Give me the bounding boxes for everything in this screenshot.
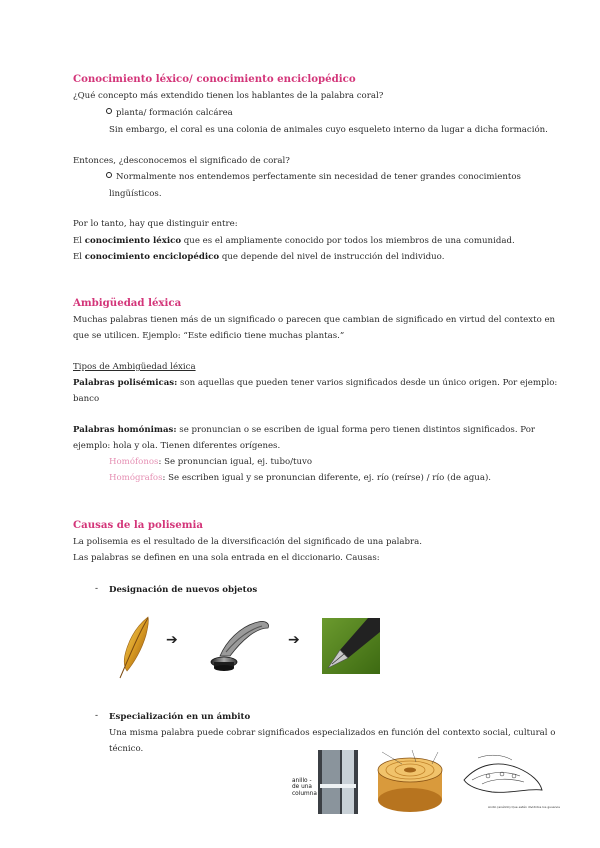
- types-title: Tipos de Ambigüedad léxica: [73, 362, 196, 372]
- question-significado: Entonces, ¿desconocemos el significado de coral?: [73, 156, 290, 166]
- term-homografos: Homógrafos: [109, 473, 163, 483]
- section-heading-ambiguedad: Ambigüedad léxica: [73, 297, 182, 309]
- homofonos-def: Homófonos: Se pronuncian igual, ej. tubo/tuvo: [109, 457, 313, 467]
- caption-anillo: anillo - de una columna: [292, 778, 317, 797]
- question-coral: ¿Qué concepto más extendido tienen los hablantes de la palabra coral?: [73, 91, 384, 101]
- term-lexico: conocimiento léxico: [84, 236, 182, 246]
- homografos-def: Homógrafos: Se escriben igual y se pronuncian diferente, ej. río (reírse) / río (de agua).: [109, 473, 492, 483]
- arrow-right-icon: ➔: [166, 632, 178, 648]
- homonimas-def: Palabras homónimas: se pronuncian o se escriben de igual forma pero tienen distintos significados. Por: [73, 425, 536, 435]
- term-homonimas: Palabras homónimas:: [73, 425, 177, 435]
- bullet-planta: planta/ formación calcárea: [106, 107, 233, 119]
- cause-designacion: Designación de nuevos objetos: [109, 585, 258, 595]
- section-heading-causas: Causas de la polisemia: [73, 519, 204, 531]
- bullet-normalmente-cont: lingüísticos.: [109, 189, 162, 199]
- bullet-circle-icon: [106, 108, 112, 114]
- figure-note: Anillo (anélido) Que están divididos los gusanos: [488, 805, 560, 809]
- especializacion-text-1: Una misma palabra puede cobrar significados especializados en función del contexto social, cultural o: [109, 728, 556, 738]
- list-dash: -: [95, 584, 99, 594]
- fountain-pen-nib-icon: [322, 618, 380, 674]
- bullet-normalmente: Normalmente nos entendemos perfectamente sin necesidad de tener grandes conocimientos: [106, 171, 521, 183]
- ambiguedad-intro-1: Muchas palabras tienen más de un significado o parecen que cambian de significado en virtud del contexto en: [73, 315, 556, 325]
- quill-feather-icon: [108, 615, 156, 681]
- polisemicas-example: banco: [73, 394, 100, 404]
- bullet-circle-icon: [106, 172, 112, 178]
- causas-intro-2: Las palabras se definen en una sola entrada en el diccionario. Causas:: [73, 553, 380, 563]
- polisemicas-def: Palabras polisémicas: son aquellas que pueden tener varios significados desde un único origen. Por ejemplo:: [73, 378, 558, 388]
- term-enciclopedico: conocimiento enciclopédico: [84, 252, 220, 262]
- distinguish-text: Por lo tanto, hay que distinguir entre:: [73, 219, 238, 229]
- list-dash: -: [95, 711, 99, 721]
- arrow-right-icon: ➔: [288, 632, 300, 648]
- cause-especializacion: Especialización en un ámbito: [109, 712, 251, 722]
- ambiguedad-intro-2: que se utilicen. Ejemplo: “Este edificio tiene muchas plantas.”: [73, 331, 345, 341]
- note-coral: Sin embargo, el coral es una colonia de animales cuyo esqueleto interno da lugar a dicha formación.: [109, 125, 548, 135]
- definition-lexico: El conocimiento léxico que es el ampliamente conocido por todos los miembros de una comunidad.: [73, 236, 515, 246]
- term-homofonos: Homófonos: [109, 457, 159, 467]
- definition-enciclopedico: El conocimiento enciclopédico que depende del nivel de instrucción del individuo.: [73, 252, 445, 262]
- causas-intro-1: La polisemia es el resultado de la diversificación del significado de una palabra.: [73, 537, 422, 547]
- term-polisemicas: Palabras polisémicas:: [73, 378, 178, 388]
- inkwell-pen-icon: [206, 616, 272, 672]
- especializacion-text-2: técnico.: [109, 744, 144, 754]
- annelid-worm-diagram-icon: [458, 750, 546, 804]
- section-heading-conocimiento: Conocimiento léxico/ conocimiento enciclopédico: [73, 73, 356, 85]
- tree-ring-diagram-icon: [372, 748, 450, 814]
- column-photo-icon: [318, 750, 358, 814]
- homonimas-example: ejemplo: hola y ola. Tienen diferentes orígenes.: [73, 441, 281, 451]
